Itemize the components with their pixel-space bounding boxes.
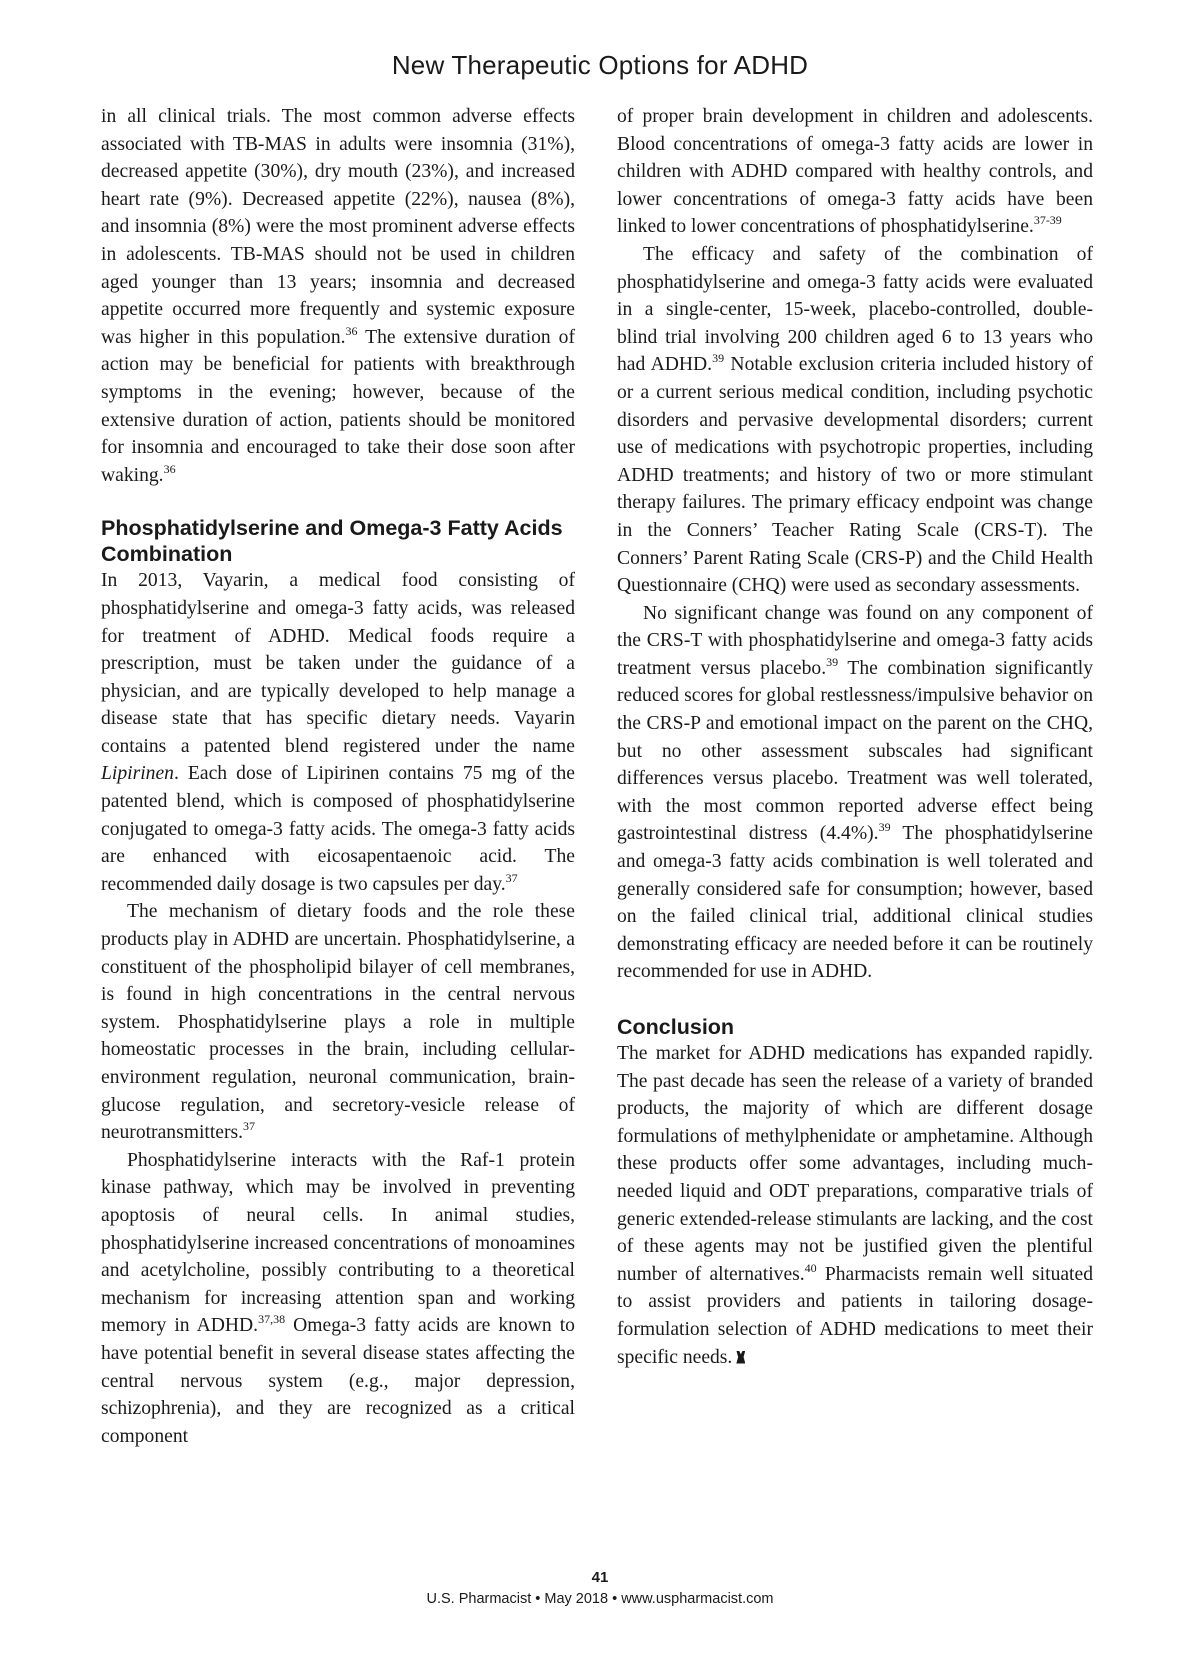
paragraph: No significant change was found on any component of the CRS-T with phosphatidylserine and omega-3 fatty acids treatment versus placebo.$^{39}$ The combination significantly reduced scores for global restlessness/impulsive behavior on the CRS-P and emotional impact on the parent on the CHQ, but no other assessment subscales had significant differences versus placebo. Treatment was well tolerated, with the most common reported adverse effect being gastrointestinal distress (4.4%).$^{39}$ The phosphatidylserine and omega-3 fatty acids combination is well tolerated and generally considered safe for consumption; however, based on the failed clinical trial, additional clinical studies demonstrating efficacy are needed before it can be routinely recommended for use in ADHD.	[617, 602, 1094, 983]
reference-superscript: 37-39	[1033, 213, 1062, 228]
right-column	[617, 103, 1093, 1371]
reference-superscript: 39	[878, 820, 891, 835]
running-title: New Therapeutic Options for ADHD	[391, 50, 809, 80]
end-of-article-icon	[736, 1351, 745, 1364]
reference-superscript: 36	[345, 323, 358, 338]
paragraph: in all clinical trials. The most common adverse effects associated with TB-MAS in adults were insomnia (31%), decreased appetite (30%), dry mouth (23%), and increased heart rate (9%). Decreased appetite (22%), nausea (8%), and insomnia (8%) were the most prominent adverse effects in adolescents. TB-MAS should not be used in children aged younger than 13 years; insomnia and decreased appetite occurred more frequently and systemic exposure was higher in this population.$^{36}$ The extensive duration of action may be beneficial for patients with breakthrough symptoms in the evening; however, because of the extensive duration of action, patients should be monitored for insomnia and encouraged to take their dose soon after waking.$^{36}$	[101, 106, 575, 486]
paragraph: of proper brain development in children and adolescents. Blood concentrations of omega-3 fatty acids are lower in children with ADHD compared with healthy controls, and lower concentrations of omega-3 fatty acids have been linked to lower concentrations of phosphatidylserine.$^{37-39}$	[617, 106, 1093, 238]
left-column	[101, 103, 575, 1450]
paragraph: The market for ADHD medications has expanded rapidly. The past decade has seen the release of a variety of branded products, the majority of which are different dosage formulations of methylphenidate or amphetamine. Although these products offer some advantages, including much-needed liquid and ODT preparations, comparative trials of generic extended-release stimulants are lacking, and the cost of these agents may not be justified given the plentiful number of alternatives.$^{40}$ Pharmacists remain well situated to assist providers and patients in tailoring dosage-formulation selection of ADHD medications to meet their specific needs.	[617, 1043, 1093, 1368]
reference-superscript: 39	[712, 351, 725, 366]
publication-footer: U.S. Pharmacist • May 2018 • www.uspharmacist.com	[426, 1591, 774, 1607]
paragraph: The efficacy and safety of the combination of phosphatidylserine and omega-3 fatty acids were evaluated in a single-center, 15-week, placebo-controlled, double-blind trial involving 200 children aged 6 to 13 years who had ADHD.$^{39}$ Notable exclusion criteria included history of or a current serious medical condition, including psychotic disorders and pervasive developmental disorders; current use of medications with psychotropic properties, including ADHD treatments; and history of two or more stimulant therapy failures. The primary efficacy endpoint was change in the Conners’ Teacher Rating Scale (CRS-T). The Conners’ Parent Rating Scale (CRS-P) and the Child Health Questionnaire (CHQ) were used as secondary assessments.	[617, 243, 1093, 597]
paragraph: The mechanism of dietary foods and the role these products play in ADHD are uncertain. Phosphatidylserine, a constituent of the phospholipid bilayer of cell membranes, is found in high concentrations in the central nervous system. Phosphatidylserine plays a role in multiple homeostatic processes in the brain, including cellular-environment regulation, neuronal communication, brain-glucose regulation, and secretory-vesicle release of neurotransmitters.$^{37}$	[101, 901, 575, 1144]
paragraph: Phosphatidylserine interacts with the Raf-1 protein kinase pathway, which may be involved in preventing apoptosis of neural cells. In animal studies, phosphatidylserine increased concentrations of monoamines and acetylcholine, possibly contributing to a theoretical mechanism for increasing attention span and working memory in ADHD.$^{37,38}$ Omega-3 fatty acids are known to have potential benefit in several disease states affecting the central nervous system (e.g., major depression, schizophrenia), and they are recognized as a critical component	[101, 1149, 575, 1447]
reference-superscript: 40	[804, 1260, 817, 1275]
reference-superscript: 37	[505, 870, 518, 885]
reference-superscript: 36	[163, 461, 176, 476]
page-number: 41	[591, 1569, 609, 1586]
paragraph: In 2013, Vayarin, a medical food consisting of phosphatidylserine and omega-3 fatty acids, was released for treatment of ADHD. Medical foods require a prescription, must be taken under the guidance of a physician, and are typically developed to help manage a disease state that has specific dietary needs. Vayarin contains a patented blend registered under the name Lipirinen. Each dose of Lipirinen contains 75 mg of the patented blend, which is composed of phosphatidylserine conjugated to omega-3 fatty acids. The omega-3 fatty acids are enhanced with eicosapentaenoic acid. The recommended daily dosage is two capsules per day.$^{37}$	[101, 570, 575, 895]
reference-superscript: 37,38	[258, 1312, 286, 1327]
section-heading: Phosphatidylserine and Omega-3 Fatty Acids Combination	[101, 516, 563, 567]
section-heading: Conclusion	[617, 1015, 735, 1039]
reference-superscript: 39	[826, 654, 839, 669]
reference-superscript: 37	[243, 1119, 256, 1134]
